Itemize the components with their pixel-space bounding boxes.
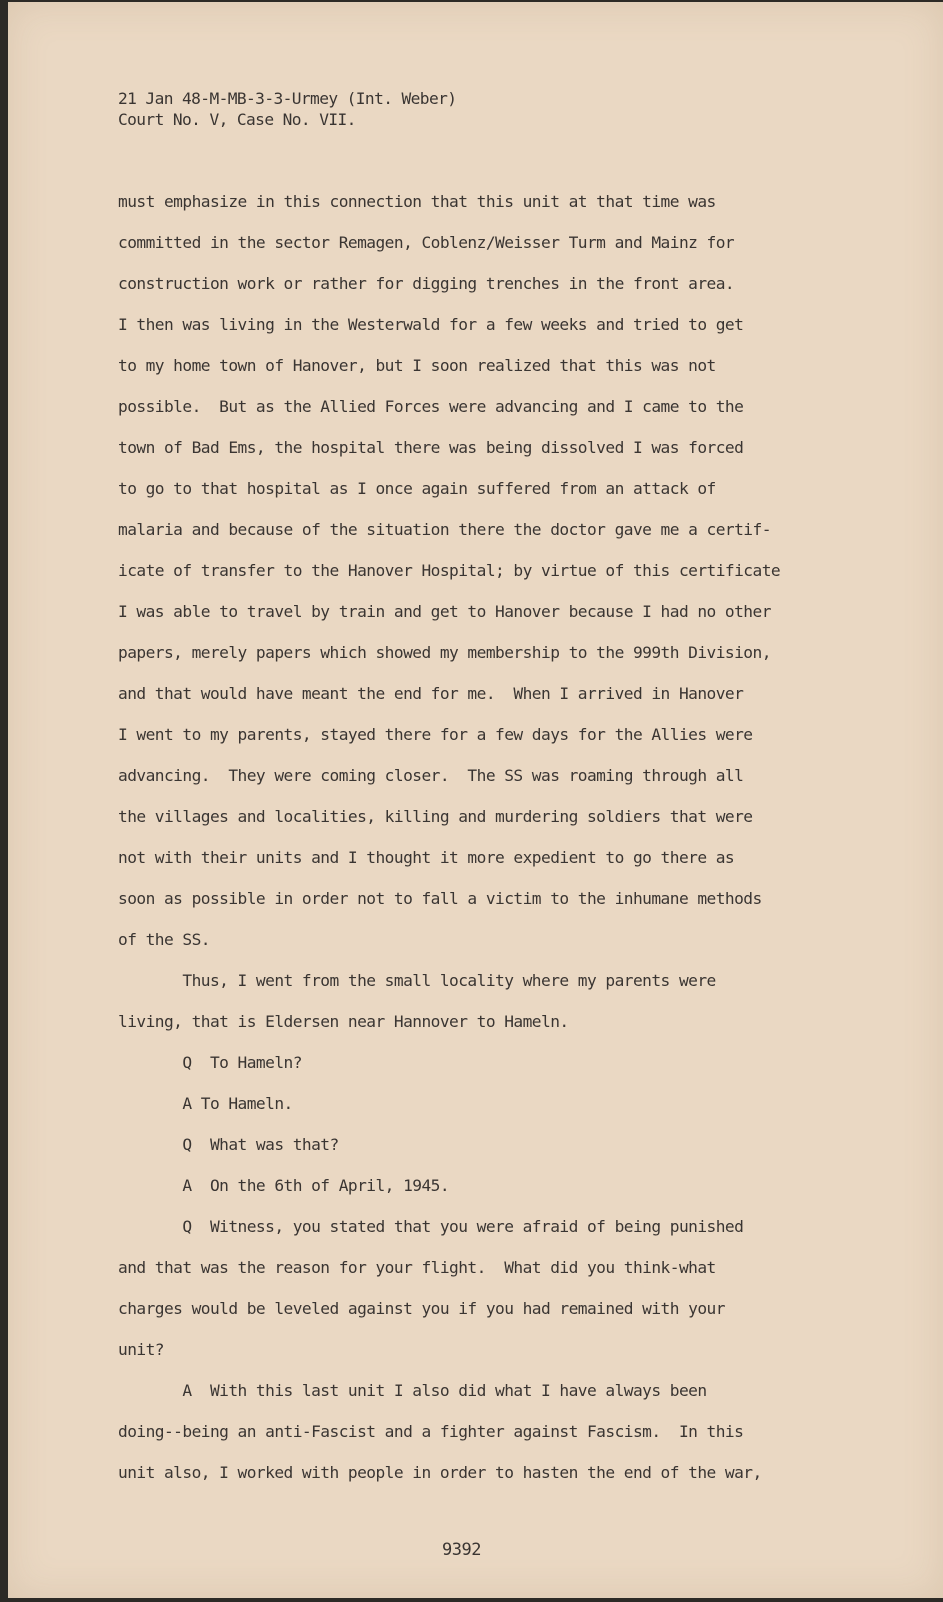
transcript-line: unit? [118,1340,164,1359]
transcript-line: committed in the sector Remagen, Coblenz/Weisser Turm and Mainz for [118,233,735,252]
transcript-line: must emphasize in this connection that this unit at that time was [118,192,716,211]
transcript-line: of the SS. [118,930,210,949]
transcript-line: malaria and because of the situation there the doctor gave me a certif- [118,520,771,539]
transcript-line: charges would be leveled against you if you had remained with your [118,1299,725,1318]
transcript-line: construction work or rather for digging trenches in the front area. [118,274,735,293]
transcript-line: icate of transfer to the Hanover Hospital; by virtue of this certificate [118,561,781,580]
transcript-line: advancing. They were coming closer. The SS was roaming through all [118,766,744,785]
document-page [8,2,943,1598]
question-line: Q Witness, you stated that you were afraid of being punished [118,1217,744,1236]
transcript-line: town of Bad Ems, the hospital there was being dissolved I was forced [118,438,744,457]
page-number: 9392 [442,1540,481,1560]
transcript-line: the villages and localities, killing and murdering soldiers that were [118,807,753,826]
transcript-line: papers, merely papers which showed my membership to the 999th Division, [118,643,771,662]
transcript-line: Thus, I went from the small locality where my parents were [118,971,716,990]
transcript-line: possible. But as the Allied Forces were advancing and I came to the [118,397,744,416]
question-line: Q What was that? [118,1135,339,1154]
transcript-line: and that was the reason for your flight. What did you think-what [118,1258,716,1277]
transcript-line: to my home town of Hanover, but I soon realized that this was not [118,356,716,375]
transcript-line: to go to that hospital as I once again suffered from an attack of [118,479,716,498]
transcript-line: I went to my parents, stayed there for a few days for the Allies were [118,725,753,744]
header-court-line: Court No. V, Case No. VII. [118,110,356,129]
answer-line: A With this last unit I also did what I have always been [118,1381,707,1400]
answer-line: A On the 6th of April, 1945. [118,1176,450,1195]
transcript-line: unit also, I worked with people in order to hasten the end of the war, [118,1463,762,1482]
transcript-line: I was able to travel by train and get to Hanover because I had no other [118,602,771,621]
transcript-line: doing--being an anti-Fascist and a fighter against Fascism. In this [118,1422,744,1441]
header-reference-line: 21 Jan 48-M-MB-3-3-Urmey (Int. Weber) [118,89,457,108]
document-header [118,88,456,130]
answer-line: A To Hameln. [118,1094,293,1113]
question-line: Q To Hameln? [118,1053,302,1072]
transcript-line: and that would have meant the end for me. When I arrived in Hanover [118,684,744,703]
transcript-line: not with their units and I thought it more expedient to go there as [118,848,735,867]
transcript-line: I then was living in the Westerwald for a few weeks and tried to get [118,315,744,334]
transcript-line: living, that is Eldersen near Hannover to Hameln. [118,1012,569,1031]
transcript-line: soon as possible in order not to fall a victim to the inhumane methods [118,889,762,908]
